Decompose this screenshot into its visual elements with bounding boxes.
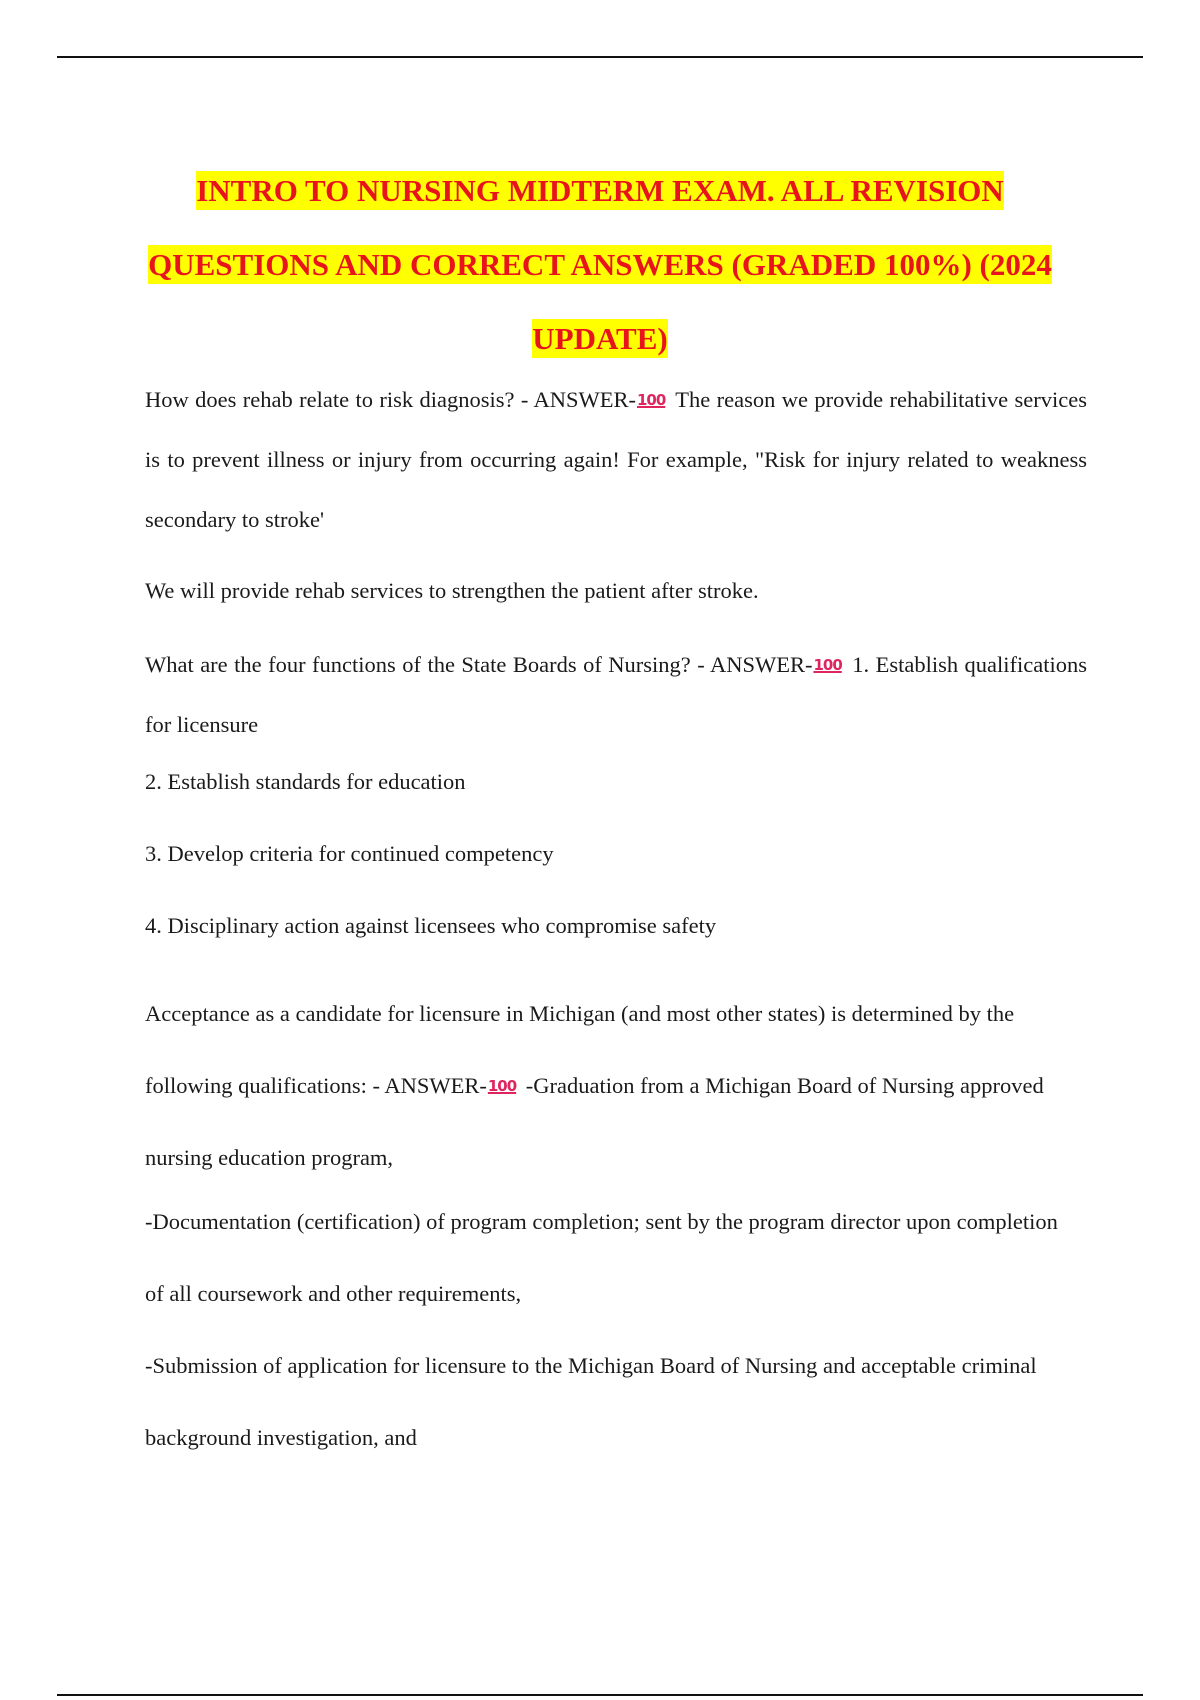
answer-marker: - ANSWER- (372, 1073, 487, 1098)
hundred-points-icon: 100 (813, 656, 842, 674)
answer-marker: - ANSWER- (520, 387, 636, 412)
question-text: What are the four functions of the State Boards of Nursing? (145, 652, 691, 677)
answer-line: 4. Disciplinary action against licensees who compromise safety (145, 913, 717, 938)
hundred-points-icon: 100 (487, 1077, 517, 1095)
question-text: Acceptance as a candidate for licensure in Michigan (and most other states) is determined by the following qualifications: (145, 1001, 1015, 1098)
answer-text: The reason we provide rehabilitative services is to prevent illness or injury from occurring again! For example, "Risk for injury related to weakness secondary to stroke' (145, 387, 1088, 532)
header-rule (57, 56, 1143, 58)
question-text: How does rehab relate to risk diagnosis? (145, 387, 515, 412)
answer-line: We will provide rehab services to strengthen the patient after stroke. (145, 578, 759, 603)
qa-item-3 (145, 978, 1075, 1194)
qa-item-2 (145, 635, 1087, 755)
answer-text: 1. Establish qualifications for licensure (145, 652, 1088, 737)
answer-line: -Documentation (certification) of program completion; sent by the program director upon completion of all coursework and other requirements, (145, 1209, 1058, 1306)
qa-item-1 (145, 370, 1087, 550)
answer-line: -Submission of application for licensure to the Michigan Board of Nursing and acceptable criminal background investigation, and (145, 1353, 1037, 1450)
answer-line: 2. Establish standards for education (145, 769, 466, 794)
answer-marker: - ANSWER- (697, 652, 813, 677)
answer-line: 3. Develop criteria for continued competency (145, 841, 554, 866)
hundred-points-icon: 100 (636, 391, 666, 409)
footer-rule (57, 1694, 1143, 1696)
title-highlight: INTRO TO NURSING MIDTERM EXAM. ALL REVISION QUESTIONS AND CORRECT ANSWERS (GRADED 100%) (2024 UPDATE) (148, 172, 1052, 356)
document-title (120, 154, 1080, 376)
answer-text: -Graduation from a Michigan Board of Nursing approved nursing education program, (145, 1073, 1044, 1170)
